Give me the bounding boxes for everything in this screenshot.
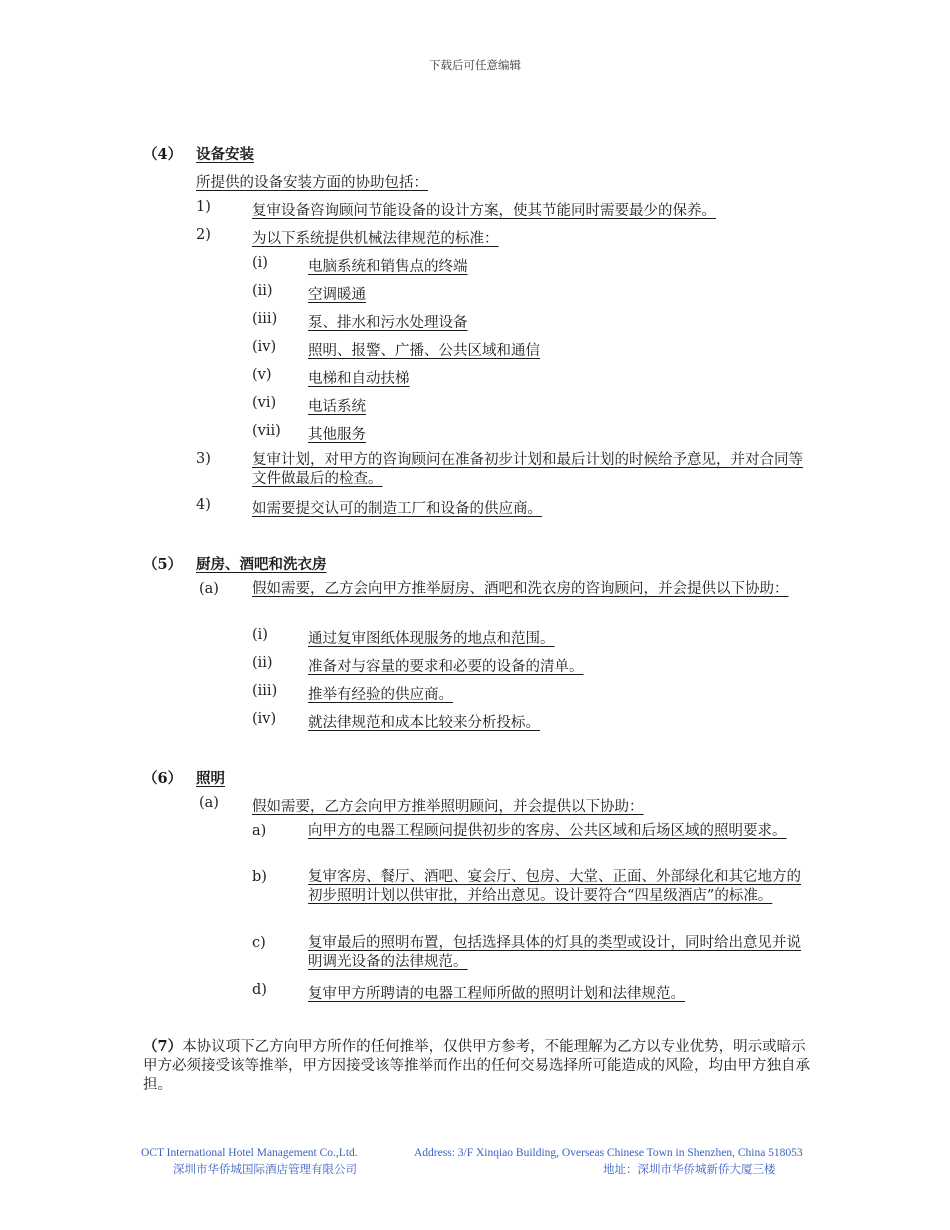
list-item: 为以下系统提供机械法律规范的标准： — [252, 231, 499, 247]
sublist-item: 复审客房、餐厅、酒吧、宴会厅、包房、大堂、正面、外部绿化和其它地方的初步照明计划以供审批，并给出意见。设计要符合“四星级酒店”的标准。 — [308, 869, 801, 904]
list-marker: 2) — [196, 227, 211, 243]
footer-address-en: Address: 3/F Xinqiao Building, Overseas Chinese Town in Shenzhen, China 518053 — [414, 1147, 803, 1159]
list-marker: (a) — [199, 795, 219, 811]
sublist-marker: (ii) — [252, 283, 273, 299]
section-5-title: 厨房、酒吧和洗衣房 — [196, 556, 327, 573]
sublist-marker: c) — [252, 935, 266, 951]
sublist-marker: (iv) — [252, 339, 277, 355]
sublist-item: 复审最后的照明布置，包括选择具体的灯具的类型或设计，同时给出意见并说明调光设备的法律规范。 — [308, 935, 801, 970]
section-4-number: （4） — [143, 146, 183, 163]
sublist-item: 电话系统 — [308, 399, 366, 415]
section-7-text: 本协议项下乙方向甲方所作的任何推举，仅供甲方参考，不能理解为乙方以专业优势，明示或暗示甲方必须接受该等推举，甲方因接受该等推举而作出的任何交易选择所可能造成的风险，均由甲方独自承担。 — [143, 1039, 810, 1093]
sublist-item: 准备对与容量的要求和必要的设备的清单。 — [308, 659, 584, 675]
sublist-marker: a) — [252, 823, 267, 839]
sublist-item: 电脑系统和销售点的终端 — [308, 259, 468, 275]
list-marker: (a) — [199, 581, 219, 597]
sublist-item: 复审甲方所聘请的电器工程师所做的照明计划和法律规范。 — [308, 986, 685, 1002]
list-marker: 4) — [196, 497, 211, 513]
footer-address-cn: 地址：深圳市华侨城新侨大厦三楼 — [603, 1164, 776, 1176]
section-4-title: 设备安装 — [196, 146, 254, 163]
sublist-item: 照明、报警、广播、公共区域和通信 — [308, 343, 540, 359]
sublist-marker: (ii) — [252, 655, 273, 671]
sublist-marker: (i) — [252, 255, 268, 271]
sublist-item: 其他服务 — [308, 427, 366, 443]
section-7-number: （7） — [143, 1038, 183, 1055]
sublist-marker: (iv) — [252, 711, 277, 727]
sublist-item: 空调暖通 — [308, 287, 366, 303]
sublist-item: 电梯和自动扶梯 — [308, 371, 410, 387]
sublist-marker: d) — [252, 982, 267, 998]
section-6-title: 照明 — [196, 770, 225, 787]
page-header: 下载后可任意编辑 — [429, 58, 521, 72]
sublist-marker: (iii) — [252, 683, 278, 699]
sublist-marker: (v) — [252, 367, 272, 383]
section-6-number: （6） — [143, 770, 183, 787]
sublist-item: 通过复审图纸体现服务的地点和范围。 — [308, 631, 555, 647]
list-item: 假如需要，乙方会向甲方推举照明顾问，并会提供以下协助： — [252, 799, 644, 815]
sublist-item: 就法律规范和成本比较来分析投标。 — [308, 715, 540, 731]
section-7-paragraph — [143, 1037, 813, 1095]
sublist-item: 向甲方的电器工程顾问提供初步的客房、公共区域和后场区域的照明要求。 — [308, 823, 787, 839]
sublist-item: 推举有经验的供应商。 — [308, 687, 453, 703]
sublist-item: 泵、排水和污水处理设备 — [308, 315, 468, 331]
list-item: 复审设备咨询顾问节能设备的设计方案，使其节能同时需要最少的保养。 — [252, 203, 716, 219]
list-marker: 3) — [196, 451, 211, 467]
sublist-marker: (iii) — [252, 311, 278, 327]
section-4-intro: 所提供的设备安装方面的协助包括： — [196, 175, 428, 191]
footer-company-en: OCT International Hotel Management Co.,Ltd. — [141, 1147, 358, 1159]
list-marker: 1) — [196, 199, 211, 215]
list-item: 假如需要，乙方会向甲方推举厨房、酒吧和洗衣房的咨询顾问，并会提供以下协助： — [252, 581, 789, 597]
sublist-marker: (vi) — [252, 395, 277, 411]
sublist-marker: (i) — [252, 627, 268, 643]
sublist-marker: (vii) — [252, 423, 281, 439]
section-5-number: （5） — [143, 556, 183, 573]
list-item: 如需要提交认可的制造工厂和设备的供应商。 — [252, 501, 542, 517]
list-item: 复审计划，对甲方的咨询顾问在准备初步计划和最后计划的时候给予意见，并对合同等文件做最后的检查。 — [252, 452, 803, 487]
sublist-marker: b) — [252, 869, 267, 885]
footer-company-cn: 深圳市华侨城国际酒店管理有限公司 — [173, 1164, 357, 1176]
